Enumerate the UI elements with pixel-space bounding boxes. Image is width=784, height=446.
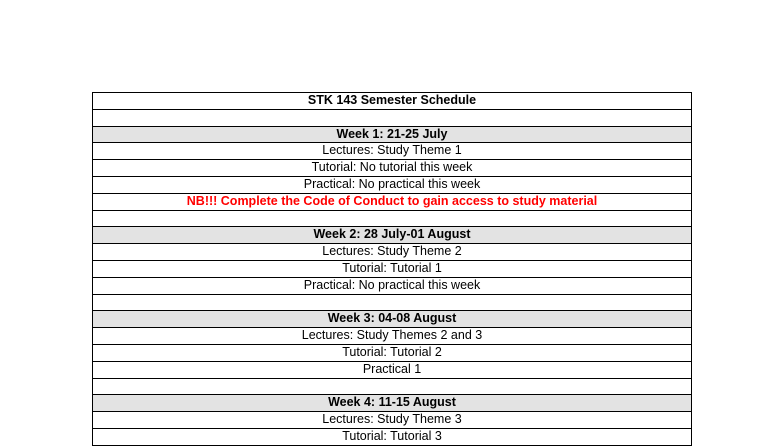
blank-cell	[93, 109, 692, 126]
week-header-row	[93, 227, 692, 244]
week-header: Week 2: 28 July-01 August	[93, 227, 692, 244]
blank-row	[93, 294, 692, 311]
schedule-item: Lectures: Study Theme 2	[93, 244, 692, 261]
week-header: Week 4: 11-15 August	[93, 395, 692, 412]
schedule-item-row	[93, 244, 692, 261]
schedule-item: Practical: No practical this week	[93, 277, 692, 294]
blank-cell	[93, 378, 692, 395]
schedule-item-row	[93, 428, 692, 445]
schedule-item: Tutorial: Tutorial 2	[93, 344, 692, 361]
schedule-item-row	[93, 344, 692, 361]
blank-row	[93, 378, 692, 395]
blank-cell	[93, 210, 692, 227]
schedule-item-row	[93, 412, 692, 429]
warning-note: NB!!! Complete the Code of Conduct to gain access to study material	[93, 193, 692, 210]
schedule-item: Tutorial: Tutorial 3	[93, 428, 692, 445]
schedule-item: Practical 1	[93, 361, 692, 378]
schedule-item: Practical: No practical this week	[93, 176, 692, 193]
week-header: Week 3: 04-08 August	[93, 311, 692, 328]
blank-cell	[93, 294, 692, 311]
week-header-row	[93, 311, 692, 328]
week-header-row	[93, 126, 692, 143]
schedule-table	[92, 92, 692, 446]
week-header: Week 1: 21-25 July	[93, 126, 692, 143]
blank-row	[93, 210, 692, 227]
schedule-item-row	[93, 176, 692, 193]
week-header-row	[93, 395, 692, 412]
schedule-item-row	[93, 328, 692, 345]
schedule-item-row	[93, 277, 692, 294]
schedule-item-row	[93, 361, 692, 378]
schedule-body	[93, 93, 692, 446]
schedule-item: Lectures: Study Theme 1	[93, 143, 692, 160]
schedule-item-row	[93, 260, 692, 277]
blank-row	[93, 109, 692, 126]
schedule-title-row	[93, 93, 692, 110]
schedule-item: Lectures: Study Themes 2 and 3	[93, 328, 692, 345]
schedule-item-row	[93, 143, 692, 160]
schedule-item-row	[93, 160, 692, 177]
schedule-item: Lectures: Study Theme 3	[93, 412, 692, 429]
schedule-item: Tutorial: Tutorial 1	[93, 260, 692, 277]
schedule-title: STK 143 Semester Schedule	[93, 93, 692, 110]
schedule-item: Tutorial: No tutorial this week	[93, 160, 692, 177]
warning-row	[93, 193, 692, 210]
